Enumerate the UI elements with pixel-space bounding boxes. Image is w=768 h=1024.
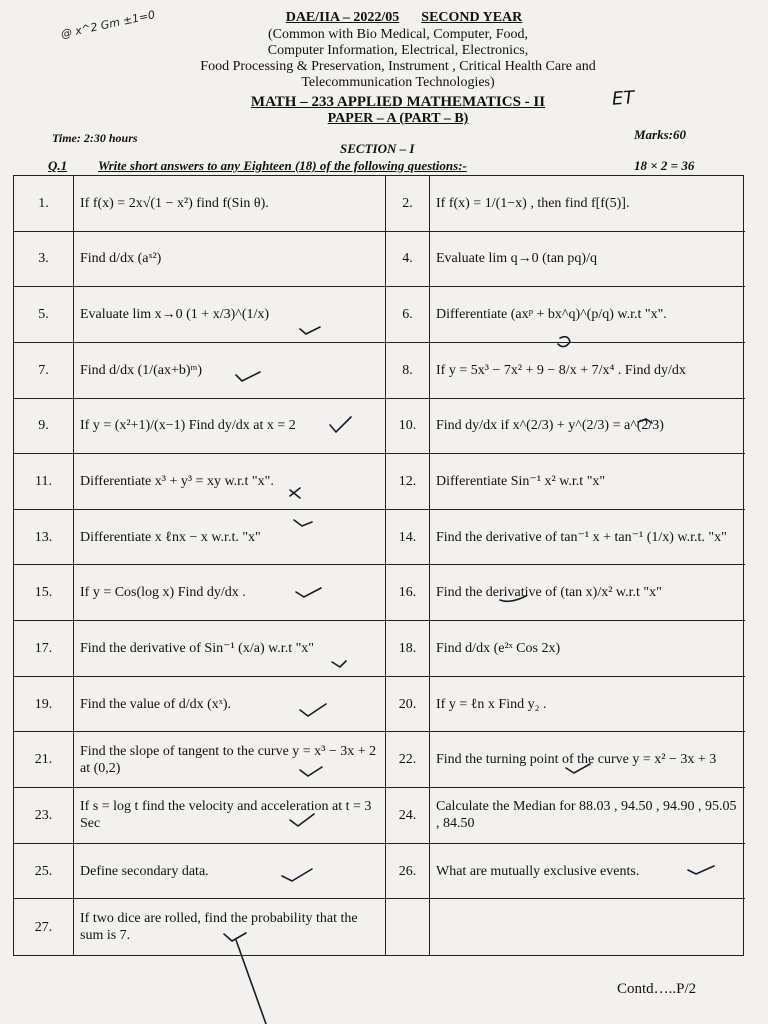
question-text-cell	[74, 621, 386, 677]
question-text-cell	[74, 343, 386, 399]
exam-year: SECOND YEAR	[421, 10, 523, 25]
question-text-cell	[430, 565, 745, 621]
question-number-cell: 21.	[14, 732, 74, 788]
question-text: Find the turning point of the curve y = x² − 3x + 3	[436, 752, 717, 768]
question-text-cell	[430, 788, 745, 844]
question-number-cell: 11.	[14, 454, 74, 510]
common-line-2: Computer Information, Electrical, Electronics,	[267, 43, 529, 58]
question-text: Find d/dx (1/(ax+b)ᵐ)	[80, 362, 203, 378]
question-number-cell	[386, 899, 430, 955]
question-number-cell: 23.	[14, 788, 74, 844]
question-text: Find the slope of tangent to the curve y = x³ − 3x + 2 at (0,2)	[80, 743, 377, 776]
question-text: Find the derivative of (tan x)/x² w.r.t "x"	[436, 585, 662, 601]
question-number-cell: 14.	[386, 510, 430, 566]
question-text-cell	[74, 176, 386, 232]
question-text: Find dy/dx if x^(2/3) + y^(2/3) = a^(2/3)	[436, 418, 664, 434]
question-text: Define secondary data.	[80, 863, 209, 879]
question-instruction: Write short answers to any Eighteen (18) of the following questions:-	[98, 158, 467, 173]
question-text-cell	[430, 677, 745, 733]
question-text: Find the derivative of tan⁻¹ x + tan⁻¹ (1/x) w.r.t. "x"	[436, 529, 727, 545]
question-number-cell: 8.	[386, 343, 430, 399]
question-text-cell	[430, 454, 745, 510]
question-text-cell	[74, 732, 386, 788]
question-text: If two dice are rolled, find the probability that the sum is 7.	[80, 911, 358, 944]
question-number-cell: 20.	[386, 677, 430, 733]
question-text-cell	[74, 677, 386, 733]
question-text: Differentiate Sin⁻¹ x² w.r.t "x"	[436, 474, 606, 490]
question-text-cell	[430, 287, 745, 343]
question-text: Differentiate x ℓnx − x w.r.t. "x"	[80, 529, 261, 545]
question-text-cell	[430, 621, 745, 677]
question-number-cell: 5.	[14, 287, 74, 343]
question-text: Evaluate lim q→0 (tan pq)/q	[436, 251, 597, 267]
question-text: If y = ℓn x Find y₂ .	[436, 696, 547, 712]
question-number-cell: 9.	[14, 399, 74, 455]
question-text: If f(x) = 1/(1−x) , then find f[f(5)].	[436, 195, 630, 211]
question-number-cell: 17.	[14, 621, 74, 677]
question-text: Find the value of d/dx (xˣ).	[80, 696, 232, 712]
common-line-3: Food Processing & Preservation, Instrument , Critical Health Care and	[200, 59, 596, 74]
question-text-cell	[74, 788, 386, 844]
question-text: If y = (x²+1)/(x−1) Find dy/dx at x = 2	[80, 418, 296, 434]
subject-title: MATH – 233 APPLIED MATHEMATICS - II	[250, 94, 546, 110]
question-text-cell	[430, 899, 745, 955]
question-text: Find d/dx (e²ˣ Cos 2x)	[436, 640, 561, 656]
question-text-cell	[430, 399, 745, 455]
question-number-cell: 16.	[386, 565, 430, 621]
question-text: Calculate the Median for 88.03 , 94.50 , 94.90 , 95.05 , 84.50	[436, 799, 737, 832]
question-text-cell	[430, 232, 745, 288]
question-text-cell	[74, 454, 386, 510]
question-text-cell	[74, 844, 386, 900]
section-heading: SECTION – I	[340, 141, 415, 156]
question-text: If y = 5x³ − 7x² + 9 − 8/x + 7/x⁴ . Find dy/dx	[436, 362, 686, 378]
question-text-cell	[430, 176, 745, 232]
question-number-cell: 4.	[386, 232, 430, 288]
question-text-cell	[74, 399, 386, 455]
question-number-cell: 3.	[14, 232, 74, 288]
question-marks: 18 × 2 = 36	[634, 158, 695, 173]
question-text-cell	[74, 287, 386, 343]
question-number-cell: 25.	[14, 844, 74, 900]
exam-code: DAE/IIA – 2022/05	[285, 10, 400, 25]
common-line-4: Telecommunication Technologies)	[301, 75, 495, 90]
question-number-cell: 12.	[386, 454, 430, 510]
question-number-cell: 19.	[14, 677, 74, 733]
question-number-cell: 27.	[14, 899, 74, 955]
question-text-cell	[430, 343, 745, 399]
question-number-cell: 10.	[386, 399, 430, 455]
time-allowed: Time: 2:30 hours	[52, 131, 138, 145]
question-text: What are mutually exclusive events.	[436, 863, 640, 879]
question-text: Evaluate lim x→0 (1 + x/3)^(1/x)	[80, 307, 270, 323]
question-text: If f(x) = 2x√(1 − x²) find f(Sin θ).	[80, 195, 269, 211]
question-text: Differentiate (axᵖ + bx^q)^(p/q) w.r.t "x".	[436, 307, 667, 323]
total-marks: Marks:60	[634, 127, 687, 142]
question-number-cell: 18.	[386, 621, 430, 677]
question-text: Find d/dx (aˣ²)	[80, 251, 162, 267]
paper-title: PAPER – A (PART – B)	[327, 111, 469, 126]
corner-scribble: @ x^2 Gm ±1=0	[59, 8, 157, 41]
questions-table	[13, 175, 744, 956]
common-with-block	[14, 27, 768, 91]
continued-note: Contd…..P/2	[617, 981, 697, 997]
question-number-cell: 1.	[14, 176, 74, 232]
question-number-cell: 13.	[14, 510, 74, 566]
handwritten-note: ET	[611, 87, 636, 110]
question-text-cell	[430, 732, 745, 788]
question-number: Q.1	[48, 158, 68, 173]
question-number-cell: 2.	[386, 176, 430, 232]
question-text: Find the derivative of Sin⁻¹ (x/a) w.r.t "x"	[80, 640, 315, 656]
question-text: Differentiate x³ + y³ = xy w.r.t "x".	[80, 474, 274, 490]
common-line-1: (Common with Bio Medical, Computer, Food,	[268, 27, 528, 42]
question-number-cell: 22.	[386, 732, 430, 788]
question-text: If s = log t find the velocity and acceleration at t = 3 Sec	[80, 799, 372, 832]
question-text-cell	[430, 844, 745, 900]
question-text-cell	[430, 510, 745, 566]
question-text: If y = Cos(log x) Find dy/dx .	[80, 585, 246, 601]
question-text-cell	[74, 510, 386, 566]
exam-code-line	[20, 10, 768, 26]
question-number-cell: 7.	[14, 343, 74, 399]
question-text-cell	[74, 899, 386, 955]
question-number-cell: 24.	[386, 788, 430, 844]
question-number-cell: 15.	[14, 565, 74, 621]
question-number-cell: 26.	[386, 844, 430, 900]
question-number-cell: 6.	[386, 287, 430, 343]
question-text-cell	[74, 565, 386, 621]
question-text-cell	[74, 232, 386, 288]
